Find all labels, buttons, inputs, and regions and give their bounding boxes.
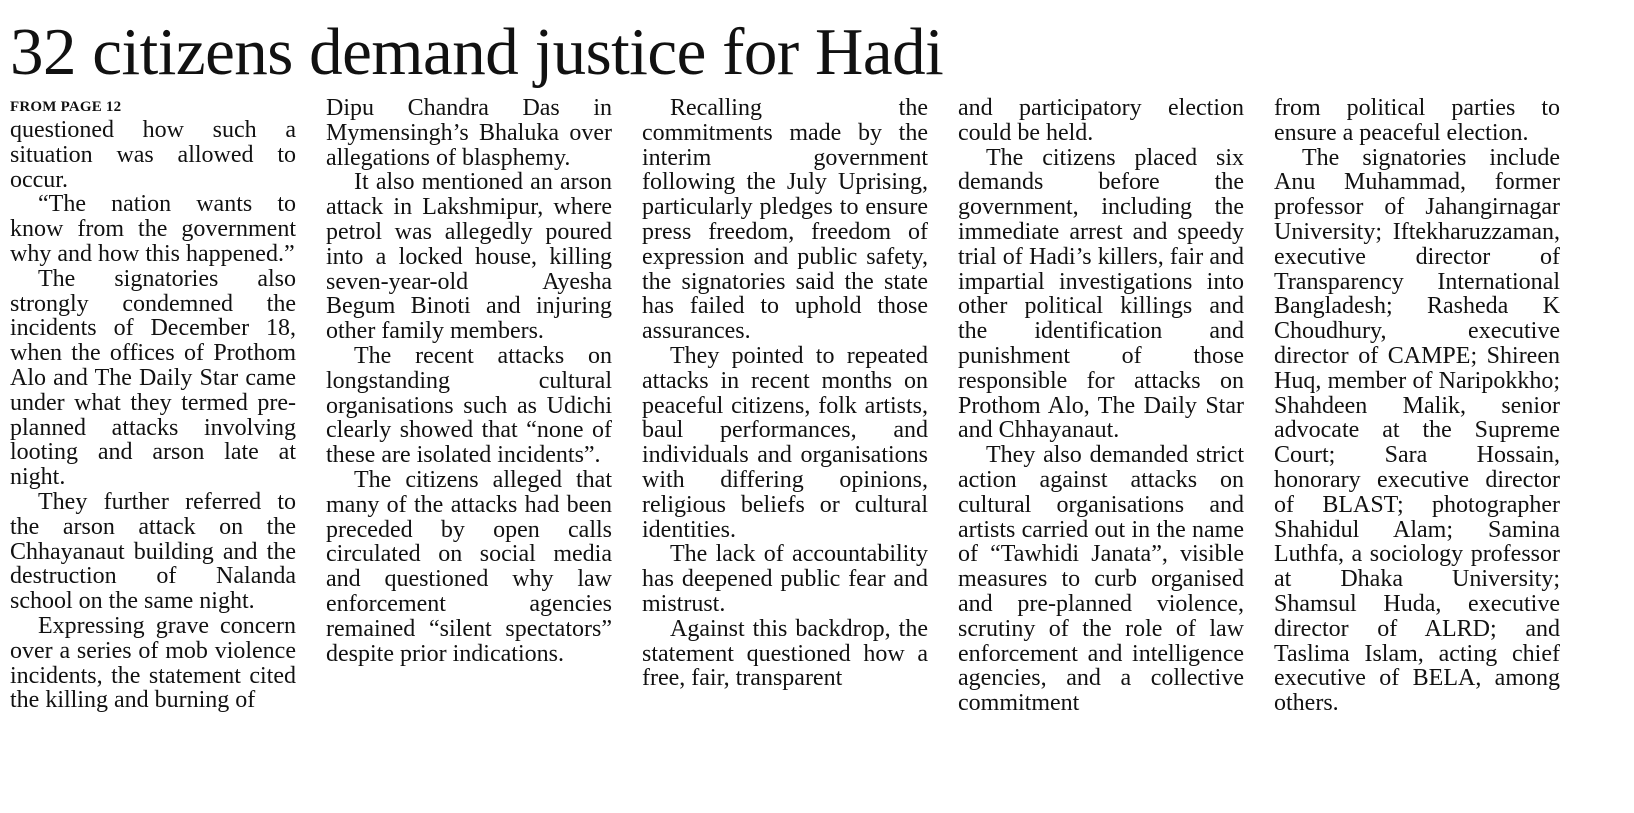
paragraph: The citizens placed six demands before the government, including the immediate arrest and speedy trial of Hadi’s killers, fair and impartial investigations into other political killings and the identification and punishment of those responsible for attacks on Prothom Alo, The Daily Star and Chhayanaut.: [958, 144, 1244, 444]
paragraph: Expressing grave concern over a series of mob violence incidents, the statement cited the killing and burning of: [10, 612, 296, 714]
article-column-1: [10, 96, 296, 808]
paragraph: Dipu Chandra Das in Mymensingh’s Bhaluka over allegations of blasphemy.: [326, 96, 612, 171]
paragraph: The signatories include Anu Muhammad, former professor of Jahangirnagar University; Iftekharuzzaman, executive director of Transparency International Bangladesh; Rasheda K Choudhury, executive director of CAMPE; Shireen Huq, member of Naripokkho; Shahdeen Malik, senior advocate at the Supreme Court; Sara Hossain, honorary executive director of BLAST; photographer Shahidul Alam; Samina Luthfa, a sociology professor at Dhaka University; Shamsul Huda, executive director of ALRD; and Taslima Islam, acting chief executive of BELA, among others.: [1274, 144, 1560, 717]
article-column-3: [642, 96, 928, 808]
paragraph: The signatories also strongly condemned the incidents of December 18, when the offices of Prothom Alo and The Daily Star came under what they termed pre-planned attacks involving looting and arson late at night.: [10, 265, 296, 491]
paragraph: from political parties to ensure a peaceful election.: [1274, 96, 1560, 146]
paragraph: It also mentioned an arson attack in Lakshmipur, where petrol was allegedly poured into a locked house, killing seven-year-old Ayesha Begum Binoti and injuring other family members.: [326, 169, 612, 345]
paragraph: They further referred to the arson attack on the Chhayanaut building and the destruction of Nalanda school on the same night.: [10, 488, 296, 615]
paragraph: They also demanded strict action against attacks on cultural organisations and artists carried out in the name of “Tawhidi Janata”, visible measures to curb organised and pre-planned violence, scrutiny of the role of law enforcement and intelligence agencies, and a collective commitment: [958, 442, 1244, 717]
article-body: [10, 96, 1560, 808]
paragraph: Against this backdrop, the statement questioned how a free, fair, transparent: [642, 615, 928, 692]
article-column-5: [1274, 96, 1560, 808]
paragraph: and participatory election could be held.: [958, 96, 1244, 146]
paragraph: questioned how such a situation was allowed to occur.: [10, 117, 296, 193]
headline: 32 citizens demand justice for Hadi: [10, 15, 944, 89]
article-column-2: [326, 96, 612, 808]
paragraph: “The nation wants to know from the government why and how this happened.”: [10, 191, 296, 267]
paragraph: Recalling the commitments made by the interim government following the July Uprising, particularly pledges to ensure press freedom, freedom of expression and public safety, the signatories said the state has failed to uphold those assurances.: [642, 96, 928, 345]
article-column-4: [958, 96, 1244, 808]
paragraph: The recent attacks on longstanding cultural organisations such as Udichi clearly showed that “none of these are isolated incidents”.: [326, 342, 612, 469]
paragraph: The lack of accountability has deepened public fear and mistrust.: [642, 541, 928, 617]
jump-line: FROM PAGE 12: [10, 99, 122, 115]
paragraph: They pointed to repeated attacks in recent months on peaceful citizens, folk artists, baul performances, and individuals and organisations with differing opinions, religious beliefs or cultural identities.: [642, 342, 928, 543]
paragraph: The citizens alleged that many of the attacks had been preceded by open calls circulated on social media and questioned why law enforcement agencies remained “silent spectators” despite prior indications.: [326, 466, 612, 667]
